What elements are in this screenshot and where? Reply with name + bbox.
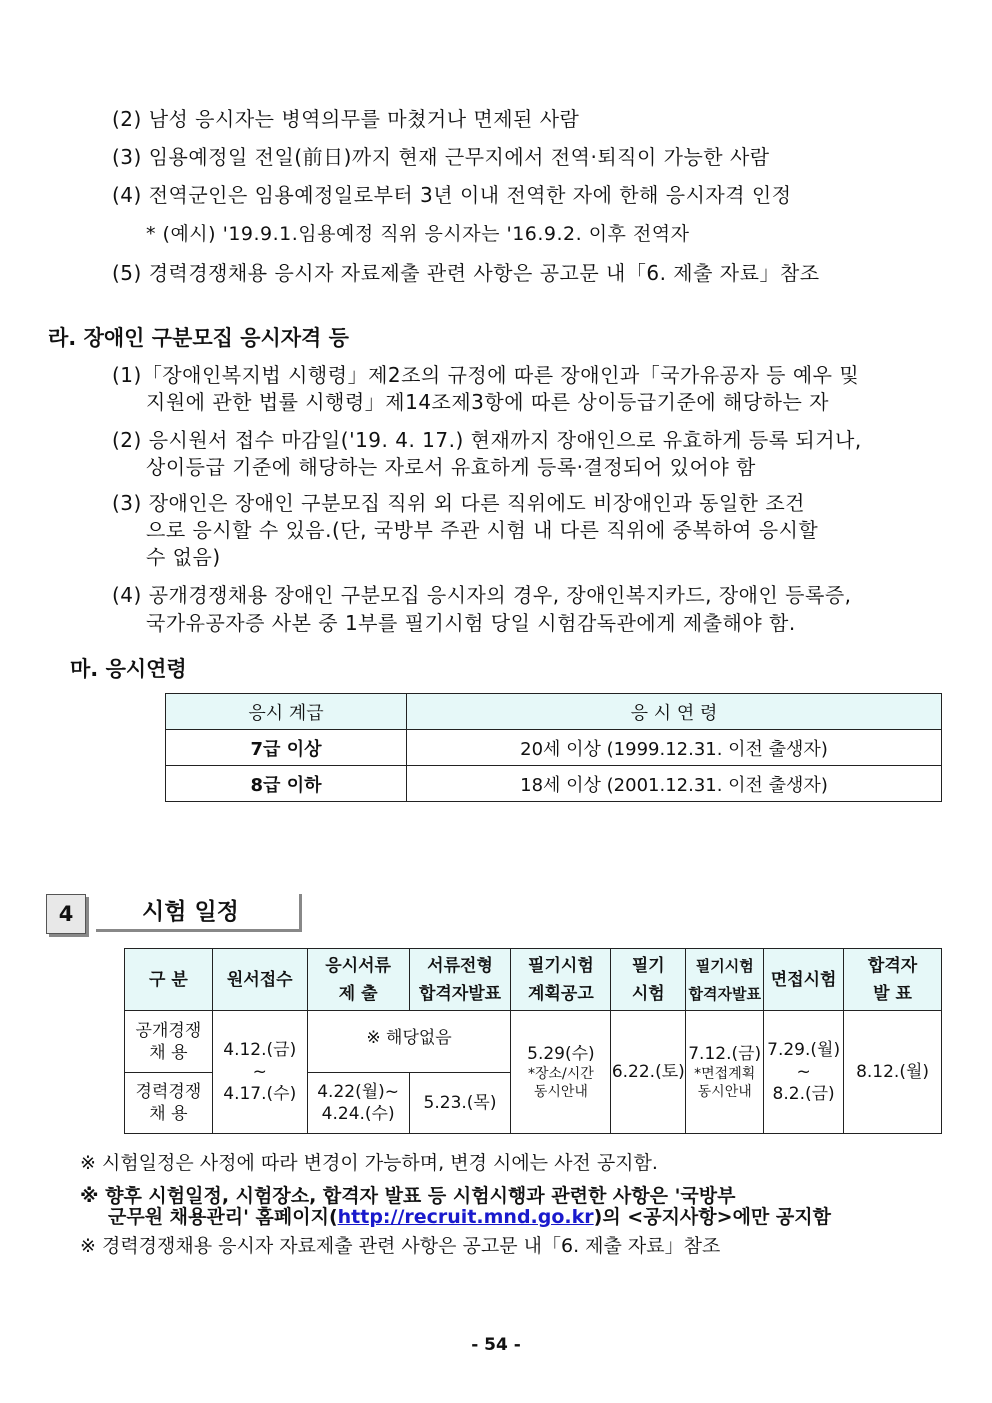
not-applicable: ※ 해당없음 <box>307 1011 511 1073</box>
header-doc-result-1: 서류전형 <box>427 955 493 976</box>
header-written-2: 시험 <box>631 983 665 1004</box>
schedule-table <box>124 948 942 1134</box>
header-written-1: 필기 <box>631 955 665 976</box>
age-table-header-grade: 응시 계급 <box>166 694 407 730</box>
section-ma-heading: 마. 응시연령 <box>70 657 187 681</box>
header-interview: 면접시험 <box>764 949 844 1011</box>
ra-item-2-line1: (2) 응시원서 접수 마감일('19. 4. 17.) 현재까지 장애인으로 유효하게 등록 되거나, <box>112 428 862 452</box>
section-title: 시험 일정 <box>96 894 302 932</box>
header-written-result <box>686 949 764 1011</box>
recruit-site-link[interactable]: http://recruit.mnd.go.kr <box>337 1206 594 1228</box>
written-result-date: 7.12.(금) <box>688 1044 762 1064</box>
interview-period <box>764 1011 844 1134</box>
section-ra-heading: 라. 장애인 구분모집 응시자격 등 <box>48 326 349 350</box>
ra-item-3-line1: (3) 장애인은 장애인 구분모집 직위 외 다른 직위에도 비장애인과 동일한 조건 <box>112 491 806 515</box>
career-label-2: 채 용 <box>149 1104 188 1124</box>
table-row <box>166 730 942 766</box>
header-final-2: 발 표 <box>873 983 912 1004</box>
application-2: ~ <box>252 1062 267 1082</box>
open-label-2: 채 용 <box>149 1042 188 1063</box>
section-number-badge: 4 <box>46 894 86 934</box>
note-announcement-post: )의 <공지사항>에만 공지함 <box>593 1206 831 1228</box>
age-table-header-age: 응 시 연 령 <box>407 694 942 730</box>
career-doc-submit-2: 4.24.(수) <box>321 1104 395 1124</box>
application-period <box>212 1011 307 1134</box>
header-doc-result <box>409 949 511 1011</box>
table-row <box>166 766 942 802</box>
table-row <box>125 1011 942 1073</box>
intro-example-note: * (예시) '19.9.1.임용예정 직위 응시자는 '16.9.2. 이후 전역자 <box>146 223 690 245</box>
open-label-1: 공개경쟁 <box>135 1020 202 1041</box>
age-row-age: 18세 이상 (2001.12.31. 이전 출생자) <box>407 766 942 802</box>
header-written-notice-1: 필기시험 <box>528 955 594 976</box>
intro-item-2: (2) 남성 응시자는 병역의무를 마쳤거나 면제된 사람 <box>112 107 580 131</box>
ra-item-1-line2: 지원에 관한 법률 시행령」제14조제3항에 따른 상이등급기준에 해당하는 자 <box>146 390 829 414</box>
ra-item-1-line1: (1)「장애인복지법 시행령」제2조의 규정에 따른 장애인과「국가유공자 등 예우 및 <box>112 363 860 387</box>
written-notice-date: 5.29(수) <box>527 1044 595 1064</box>
age-row-grade: 7급 이상 <box>166 730 407 766</box>
career-doc-result: 5.23.(목) <box>409 1073 511 1134</box>
header-final <box>844 949 942 1011</box>
open-recruit-label <box>125 1011 213 1073</box>
written-result-note-2: 동시안내 <box>697 1084 752 1100</box>
header-written-notice-2: 계획공고 <box>528 983 594 1004</box>
intro-item-5: (5) 경력경쟁채용 응시자 자료제출 관련 사항은 공고문 내「6. 제출 자료」참조 <box>112 261 820 285</box>
application-3: 4.17.(수) <box>223 1084 297 1104</box>
age-table <box>165 693 942 802</box>
header-category: 구 분 <box>125 949 213 1011</box>
career-label-1: 경력경쟁 <box>135 1082 202 1102</box>
written-result-note-1: *면접계획 <box>694 1066 756 1082</box>
ra-item-3-line2: 으로 응시할 수 있음.(단, 국방부 주관 시험 내 다른 직위에 중복하여 응시할 <box>146 518 819 542</box>
application-1: 4.12.(금) <box>223 1040 297 1060</box>
written-notice-cell <box>511 1011 611 1134</box>
interview-1: 7.29.(월) <box>767 1040 841 1060</box>
header-application: 원서접수 <box>212 949 307 1011</box>
career-doc-submit-1: 4.22(월)~ <box>317 1082 400 1102</box>
header-doc-submit-2: 제 출 <box>338 983 378 1004</box>
written-date: 6.22.(토) <box>611 1011 686 1134</box>
header-written-result-1: 필기시험 <box>695 956 754 975</box>
note-announcement-line1: ※ 향후 시험일정, 시험장소, 합격자 발표 등 시험시행과 관련한 사항은 '국방부 <box>80 1185 736 1207</box>
header-written <box>611 949 686 1011</box>
ra-item-4-line1: (4) 공개경쟁채용 장애인 구분모집 응시자의 경우, 장애인복지카드, 장애인 등록증, <box>112 583 852 607</box>
age-row-age: 20세 이상 (1999.12.31. 이전 출생자) <box>407 730 942 766</box>
note-career-submission: ※ 경력경쟁채용 응시자 자료제출 관련 사항은 공고문 내「6. 제출 자료」참조 <box>80 1235 721 1257</box>
ra-item-3-line3: 수 없음) <box>146 545 221 569</box>
header-doc-submit-1: 응시서류 <box>325 955 391 976</box>
header-doc-submit <box>307 949 409 1011</box>
age-row-grade: 8급 이하 <box>166 766 407 802</box>
career-doc-submit <box>307 1073 409 1134</box>
page-number: - 54 - <box>471 1335 521 1355</box>
header-final-1: 합격자 <box>867 955 918 976</box>
intro-item-4: (4) 전역군인은 임용예정일로부터 3년 이내 전역한 자에 한해 응시자격 인정 <box>112 183 792 207</box>
ra-item-4-line2: 국가유공자증 사본 중 1부를 필기시험 당일 시험감독관에게 제출해야 함. <box>146 611 796 635</box>
ra-item-2-line2: 상이등급 기준에 해당하는 자로서 유효하게 등록·결정되어 있어야 함 <box>146 455 756 479</box>
written-result-cell <box>686 1011 764 1134</box>
note-announcement-pre: 군무원 채용관리' 홈페이지( <box>108 1206 338 1228</box>
interview-3: 8.2.(금) <box>772 1084 835 1104</box>
note-announcement-line2 <box>108 1204 831 1230</box>
note-schedule-change: ※ 시험일정은 사정에 따라 변경이 가능하며, 변경 시에는 사전 공지함. <box>80 1152 658 1174</box>
header-doc-result-2: 합격자발표 <box>418 983 502 1004</box>
header-written-notice <box>511 949 611 1011</box>
final-date: 8.12.(월) <box>844 1011 942 1134</box>
interview-2: ~ <box>796 1062 811 1082</box>
career-recruit-label <box>125 1073 213 1134</box>
written-notice-note-1: *장소/시간 <box>527 1066 594 1082</box>
header-written-result-2: 합격자발표 <box>688 984 761 1003</box>
intro-item-3: (3) 임용예정일 전일(前日)까지 현재 근무지에서 전역·퇴직이 가능한 사람 <box>112 145 770 169</box>
written-notice-note-2: 동시안내 <box>533 1084 588 1100</box>
